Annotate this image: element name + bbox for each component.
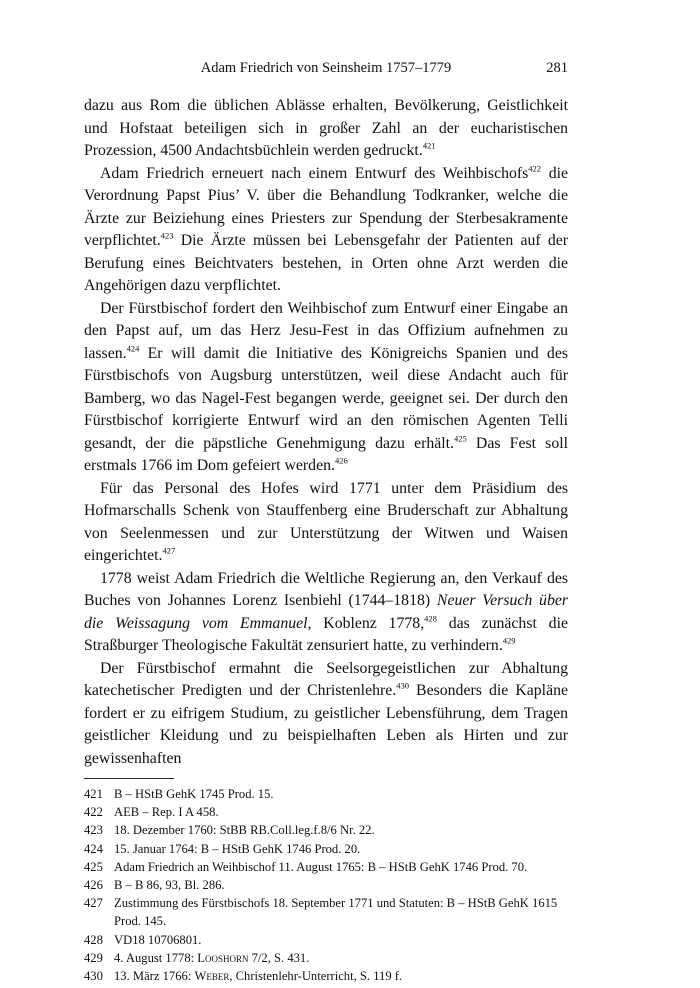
footnote-number: 429: [84, 950, 103, 965]
text-run: Er will damit die Initiative des Königreichs Spanien und des Fürstbischofs von Augsburg unterstützen, weil diese Andacht auch für Bamberg, wo das Nagel-Fest begangen werde, geeignet sei. Der durch den Fürstbischof korrigierte Entwurf wird an den römischen Agenten Telli gesandt, der die päpstliche Genehmigung dazu erhält.: [84, 344, 568, 452]
footnote-text: [114, 949, 568, 967]
paragraph: [84, 298, 568, 478]
book-page: [84, 56, 568, 985]
footnote: [84, 949, 568, 967]
footnote-ref: 423: [160, 230, 174, 241]
footnote-ref: 428: [424, 613, 437, 624]
footnote-text: [114, 894, 568, 930]
footnote-ref: 425: [454, 433, 467, 444]
text-run: 13. März 1766:: [114, 969, 195, 984]
running-head-title: Adam Friedrich von Seinsheim 1757–1779: [200, 60, 452, 76]
text-run: Die Ärzte müssen bei Lebensgefahr der Patienten auf der Berufung eines Beichtvaters bestehen, in Orten ohne Arzt werden die Angehörigen dazu verpflichtet.: [84, 232, 568, 294]
footnote-number: 427: [84, 896, 103, 911]
footnote: [84, 876, 568, 894]
text-run: Der Fürstbischof ermahnt die Seelsorgegeistlichen zur Abhaltung katechetischer Predigten und der Christenlehre.: [84, 659, 568, 699]
text-run: Koblenz 1778,: [311, 614, 425, 632]
footnote-number: 428: [84, 932, 103, 947]
text-run: 7/2, S. 431.: [248, 950, 310, 965]
footnotes: [84, 785, 568, 985]
footnote-number: 421: [84, 787, 103, 801]
footnote-text: [114, 821, 568, 839]
text-run: Das Fest soll erstmals 1766 im Dom gefeiert werden.: [84, 434, 568, 474]
footnote-text: [114, 858, 568, 876]
italic-title: Neuer Versuch über die Weissagung vom Emmanuel,: [84, 592, 568, 632]
footnote: [84, 931, 568, 949]
text-run: Der Fürstbischof fordert den Weihbischof zum Entwurf einer Eingabe an den Papst auf, um das Herz Jesu-Fest in das Offizium aufnehmen zu lassen.: [84, 299, 568, 362]
footnote-divider: [84, 778, 174, 779]
footnote: [84, 803, 568, 821]
text-run: , Christenlehr-Unterricht, S. 119 f.: [229, 969, 403, 984]
text-run: das zunächst die Straßburger Theologische Fakultät zensuriert hatte, zu verhindern.: [84, 614, 568, 654]
paragraph: [84, 478, 568, 568]
paragraph: [84, 568, 568, 658]
footnote-text: [114, 803, 568, 821]
footnote: [84, 967, 568, 985]
text-run: Adam Friedrich erneuert nach einem Entwurf des Weihbischofs: [100, 164, 529, 182]
body-text: [84, 95, 568, 770]
footnote: [84, 785, 568, 803]
page-number: 281: [546, 60, 568, 76]
footnote-number: 425: [84, 859, 103, 874]
footnote-ref: 421: [422, 140, 436, 151]
footnote-ref: 424: [126, 343, 140, 354]
footnote-number: 430: [84, 969, 103, 984]
footnote-text: [114, 967, 568, 985]
footnote-number: 422: [84, 805, 103, 820]
author-name: Looshorn: [197, 950, 249, 965]
running-head: [84, 56, 568, 80]
footnote: [84, 894, 568, 930]
text-run: Adam Friedrich an Weihbischof 11. August 1765: B – HStB GehK 1746 Prod. 70.: [114, 859, 528, 874]
footnote-ref: 427: [162, 545, 176, 556]
text-run: Besonders die Kapläne fordert er zu eifrigem Studium, zu geistlicher Lebensführung, dem Tragen geistlicher Kleidung und zu beispielhaften Leben als Hirten und zur gewissenhaften: [84, 682, 568, 767]
text-run: B – B 86, 93, Bl. 286.: [114, 878, 225, 893]
text-run: die Verordnung Papst Pius’ V. über die Behandlung Todkranker, welche die Ärzte zur Beiziehung eines Priesters zur Spendung der Sterbesakramente verpflichtet.: [84, 164, 568, 249]
footnote: [84, 840, 568, 858]
footnote-number: 424: [84, 841, 103, 856]
text-run: Zustimmung des Fürstbischofs 18. September 1771 und Statuten: B – HStB GehK 1615 Prod. 145.: [114, 896, 558, 929]
footnote: [84, 858, 568, 876]
text-run: dazu aus Rom die üblichen Ablässe erhalten, Bevölkerung, Geistlichkeit und Hofstaat beteiligen sich in großer Zahl an der eucharistischen Prozession, 4500 Andachtsbüchlein werden gedruckt.: [84, 97, 568, 159]
footnote-text: [114, 931, 568, 949]
text-run: Für das Personal des Hofes wird 1771 unter dem Präsidium des Hofmarschalls Schenk von Stauffenberg eine Bruderschaft zur Abhaltung von Seelenmessen und zur Unterstützung der Witwen und Waisen eingerichtet.: [84, 479, 568, 564]
footnote-ref: 426: [334, 455, 348, 466]
text-run: VD18 10706801.: [114, 932, 202, 947]
text-run: 4. August 1778:: [114, 950, 198, 965]
paragraph: [84, 95, 568, 163]
footnote-number: 423: [84, 823, 103, 838]
footnote: [84, 821, 568, 839]
text-run: AEB – Rep. I A 458.: [114, 805, 219, 820]
paragraph: [84, 163, 568, 298]
footnote-ref: 429: [502, 635, 516, 646]
footnote-text: [114, 785, 568, 803]
footnote-ref: 422: [528, 163, 542, 174]
paragraph: [84, 658, 568, 771]
footnote-text: [114, 840, 568, 858]
text-run: 18. Dezember 1760: StBB RB.Coll.leg.f.8/6 Nr. 22.: [114, 823, 375, 838]
author-name: Weber: [194, 969, 230, 984]
text-run: 1778 weist Adam Friedrich die Weltliche Regierung an, den Verkauf des Buches von Johannes Lorenz Isenbiehl (1744–1818): [84, 569, 568, 609]
footnote-text: [114, 876, 568, 894]
footnote-ref: 430: [396, 680, 409, 691]
text-run: B – HStB GehK 1745 Prod. 15.: [114, 787, 274, 801]
text-run: 15. Januar 1764: B – HStB GehK 1746 Prod. 20.: [114, 841, 361, 856]
footnote-number: 426: [84, 878, 103, 893]
